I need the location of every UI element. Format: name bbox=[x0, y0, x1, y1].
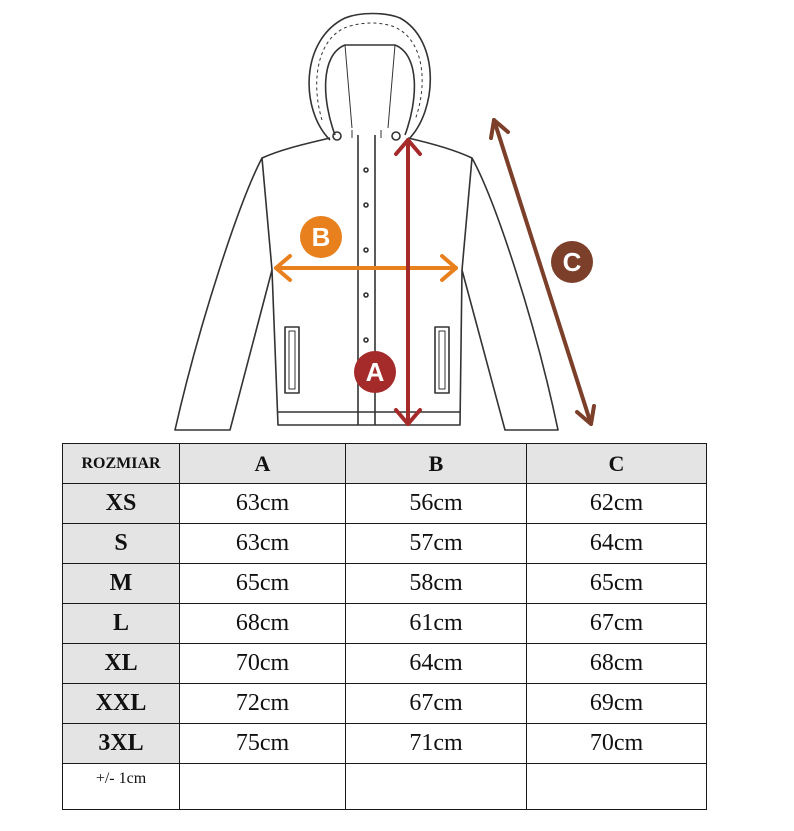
marker-b bbox=[300, 216, 342, 258]
table-row bbox=[63, 684, 707, 724]
value-a: 75cm bbox=[180, 724, 346, 764]
marker-c-label: C bbox=[562, 247, 582, 277]
size-cell: 3XL bbox=[63, 724, 180, 764]
value-c: 68cm bbox=[527, 644, 707, 684]
value-c: 69cm bbox=[527, 684, 707, 724]
marker-a bbox=[354, 351, 396, 393]
value-b: 71cm bbox=[346, 724, 527, 764]
table-row bbox=[63, 484, 707, 524]
header-a: A bbox=[180, 444, 346, 484]
value-a: 63cm bbox=[180, 484, 346, 524]
size-cell: L bbox=[63, 604, 180, 644]
value-c: 70cm bbox=[527, 724, 707, 764]
value-b: 64cm bbox=[346, 644, 527, 684]
size-cell: XXL bbox=[63, 684, 180, 724]
value-a: 70cm bbox=[180, 644, 346, 684]
table-header-row bbox=[63, 444, 707, 484]
measurement-a-arrow bbox=[396, 140, 420, 424]
value-b: 56cm bbox=[346, 484, 527, 524]
value-a: 65cm bbox=[180, 564, 346, 604]
table-row bbox=[63, 524, 707, 564]
empty-cell bbox=[346, 764, 527, 810]
table-row bbox=[63, 724, 707, 764]
value-c: 65cm bbox=[527, 564, 707, 604]
value-b: 61cm bbox=[346, 604, 527, 644]
tolerance-note: +/- 1cm bbox=[63, 764, 180, 810]
table-row bbox=[63, 644, 707, 684]
size-cell: XL bbox=[63, 644, 180, 684]
empty-cell bbox=[527, 764, 707, 810]
value-a: 63cm bbox=[180, 524, 346, 564]
value-a: 72cm bbox=[180, 684, 346, 724]
marker-c bbox=[551, 241, 593, 283]
size-cell: M bbox=[63, 564, 180, 604]
value-c: 64cm bbox=[527, 524, 707, 564]
size-cell: XS bbox=[63, 484, 180, 524]
marker-a-label: A bbox=[365, 357, 385, 387]
value-b: 67cm bbox=[346, 684, 527, 724]
table-note-row bbox=[63, 764, 707, 810]
header-size: ROZMIAR bbox=[63, 444, 180, 484]
value-c: 67cm bbox=[527, 604, 707, 644]
header-c: C bbox=[527, 444, 707, 484]
table-row bbox=[63, 564, 707, 604]
size-chart-table bbox=[62, 443, 707, 810]
table-row bbox=[63, 604, 707, 644]
value-b: 58cm bbox=[346, 564, 527, 604]
marker-b-label: B bbox=[311, 222, 331, 252]
measurement-b-arrow bbox=[276, 256, 456, 280]
value-c: 62cm bbox=[527, 484, 707, 524]
size-cell: S bbox=[63, 524, 180, 564]
value-b: 57cm bbox=[346, 524, 527, 564]
empty-cell bbox=[180, 764, 346, 810]
header-b: B bbox=[346, 444, 527, 484]
value-a: 68cm bbox=[180, 604, 346, 644]
